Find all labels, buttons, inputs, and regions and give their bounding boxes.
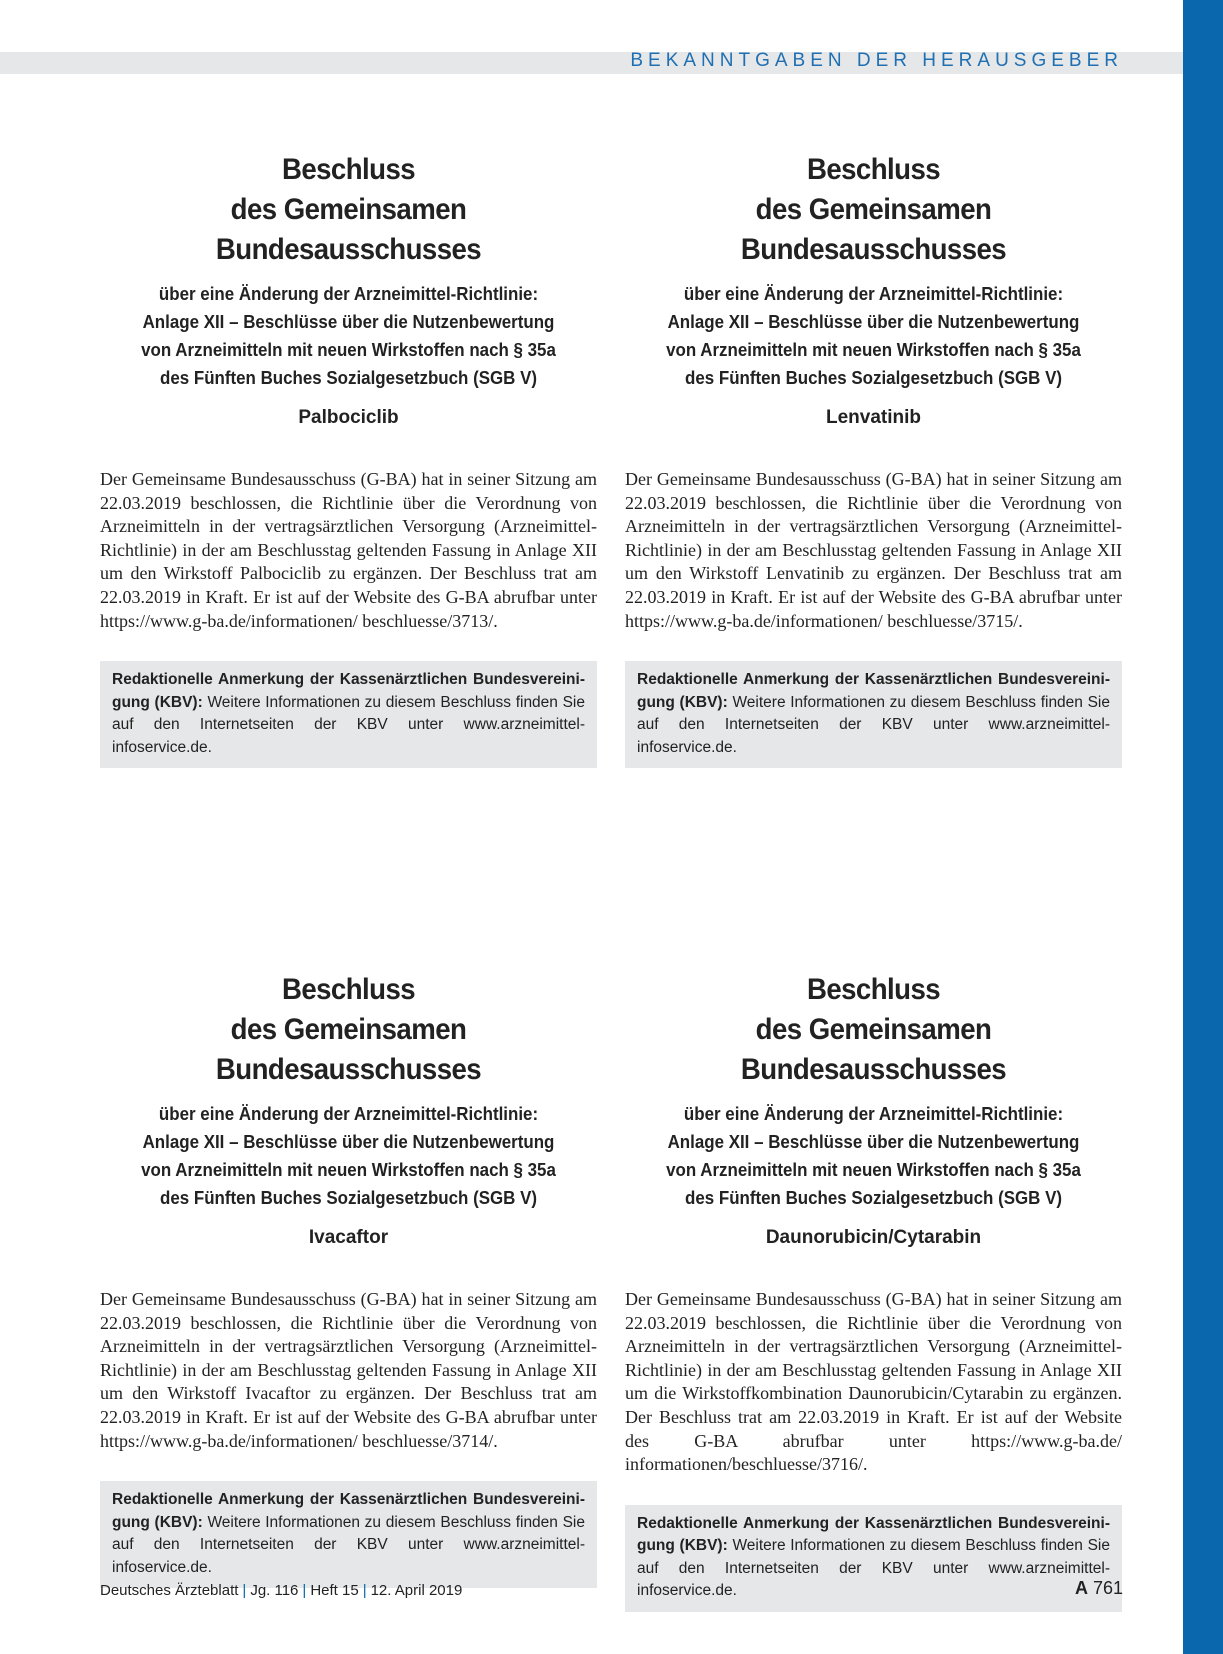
note-label: Redaktionelle Anmerkung der Kassenärztlichen Bundesvereinigung (KBV): xyxy=(637,1514,1110,1555)
subtitle-line: über eine Änderung der Arzneimittel-Richtlinie: xyxy=(683,284,1064,304)
kbv-note xyxy=(625,661,1122,768)
substance-name: Palbociclib xyxy=(298,407,399,428)
substance-name: Daunorubicin/Cytarabin xyxy=(765,1227,982,1248)
page-number-value: 761 xyxy=(1092,1578,1123,1598)
subtitle-line: des Fünften Buches Sozialgesetzbuch (SGB V) xyxy=(160,368,537,388)
blue-side-bar xyxy=(1183,0,1223,1654)
section-header: BEKANNTGABEN DER HERAUSGEBER xyxy=(630,50,1123,71)
kbv-note xyxy=(100,661,597,768)
article-body: Der Gemeinsame Bundesausschuss (G-BA) hat in seiner Sitzung am 22.03.2019 beschlossen, die Richtlinie über die Verordnung von Arzneimitteln in der vertragsärztlichen Versorgung (Arzneimittel-Richtlinie) in der am Beschlusstag geltenden Fassung in Anlage XII um den Wirkstoff Ivacaftor zu ergänzen. Der Beschluss trat am 22.03.2019 in Kraft. Er ist auf der Website des G-BA abrufbar unter https://www.g-ba.de/informationen/ beschluesse/3714/. xyxy=(100,1289,597,1451)
title-line: des Gemeinsamen Bundesausschusses xyxy=(740,193,1007,266)
note-text: Weitere Informationen zu diesem Beschluss finden Sie auf den Internetseiten der KBV unter www.arzneimittel-infoservice.de. xyxy=(112,1513,585,1576)
article-palbociclib xyxy=(100,150,597,768)
article-ivacaftor xyxy=(100,970,597,1588)
subtitle-line: von Arzneimitteln mit neuen Wirkstoffen nach § 35a xyxy=(666,1160,1081,1180)
subtitle-line: Anlage XII – Beschlüsse über die Nutzenbewertung xyxy=(667,312,1080,332)
subtitle-line: des Fünften Buches Sozialgesetzbuch (SGB V) xyxy=(160,1188,537,1208)
subtitle-line: von Arzneimitteln mit neuen Wirkstoffen nach § 35a xyxy=(141,1160,556,1180)
article-body: Der Gemeinsame Bundesausschuss (G-BA) hat in seiner Sitzung am 22.03.2019 beschlossen, die Richtlinie über die Verordnung von Arzneimitteln in der vertragsärztlichen Versorgung (Arzneimittel-Richtlinie) in der am Beschlusstag geltenden Fassung in Anlage XII um die Wirkstoffkombination Daunorubicin/Cytarabin zu ergänzen. Der Beschluss trat am 22.03.2019 in Kraft. Er ist auf der Website des G-BA abrufbar unter https://www.g-ba.de/ informationen/beschluesse/3716/. xyxy=(625,1289,1122,1475)
article-body: Der Gemeinsame Bundesausschuss (G-BA) hat in seiner Sitzung am 22.03.2019 beschlossen, die Richtlinie über die Verordnung von Arzneimitteln in der vertragsärztlichen Versorgung (Arzneimittel-Richtlinie) in der am Beschlusstag geltenden Fassung in Anlage XII um den Wirkstoff Lenvatinib zu ergänzen. Der Beschluss trat am 22.03.2019 in Kraft. Er ist auf der Website des G-BA abrufbar unter https://www.g-ba.de/informationen/ beschluesse/3715/. xyxy=(625,469,1122,631)
note-text: Weitere Informationen zu diesem Beschluss finden Sie auf den Internetseiten der KBV unter www.arzneimittel-infoservice.de. xyxy=(637,693,1110,756)
article-body: Der Gemeinsame Bundesausschuss (G-BA) hat in seiner Sitzung am 22.03.2019 beschlossen, die Richtlinie über die Verordnung von Arzneimitteln in der vertragsärztlichen Versorgung (Arzneimittel-Richtlinie) in der am Beschlusstag geltenden Fassung in Anlage XII um den Wirkstoff Palbociclib zu ergänzen. Der Beschluss trat am 22.03.2019 in Kraft. Er ist auf der Website des G-BA abrufbar unter https://www.g-ba.de/informationen/ beschluesse/3713/. xyxy=(100,469,597,631)
article-lenvatinib xyxy=(625,150,1122,768)
note-label: Redaktionelle Anmerkung der Kassenärztlichen Bundesvereinigung (KBV): xyxy=(637,671,1110,711)
page-number xyxy=(1075,1578,1123,1599)
note-text: Weitere Informationen zu diesem Beschluss finden Sie auf den Internetseiten der KBV unter www.arzneimittel-infoservice.de. xyxy=(112,693,585,756)
journal-issue: Heft 15 xyxy=(310,1582,359,1599)
page-footer xyxy=(100,1582,462,1599)
article-daunorubicin-cytarabin xyxy=(625,970,1122,1612)
article-title xyxy=(645,970,1102,1090)
subtitle-line: über eine Änderung der Arzneimittel-Richtlinie: xyxy=(158,1104,539,1124)
note-label: Redaktionelle Anmerkung der Kassenärztlichen Bundesvereinigung (KBV): xyxy=(112,1491,585,1531)
journal-name: Deutsches Ärzteblatt xyxy=(100,1582,239,1599)
footer-separator: | xyxy=(242,1582,247,1599)
subtitle-line: von Arzneimitteln mit neuen Wirkstoffen nach § 35a xyxy=(141,340,556,360)
footer-separator: | xyxy=(302,1582,307,1599)
title-line: des Gemeinsamen Bundesausschusses xyxy=(215,1013,482,1086)
subtitle-line: Anlage XII – Beschlüsse über die Nutzenbewertung xyxy=(142,1132,555,1152)
article-subtitle xyxy=(115,1100,582,1212)
subtitle-line: über eine Änderung der Arzneimittel-Richtlinie: xyxy=(683,1104,1064,1124)
subtitle-line: Anlage XII – Beschlüsse über die Nutzenbewertung xyxy=(142,312,555,332)
title-line: des Gemeinsamen Bundesausschusses xyxy=(740,1013,1007,1086)
title-line: Beschluss xyxy=(281,153,416,186)
title-line: Beschluss xyxy=(806,153,941,186)
journal-date: 12. April 2019 xyxy=(370,1582,463,1599)
subtitle-line: des Fünften Buches Sozialgesetzbuch (SGB V) xyxy=(685,368,1062,388)
page-prefix: A xyxy=(1074,1578,1088,1598)
note-text: Weitere Informationen zu diesem Beschluss finden Sie auf den Internetseiten der KBV unter www.arzneimittel-infoservice.de. xyxy=(637,1537,1110,1600)
article-subtitle xyxy=(640,280,1107,392)
note-label: Redaktionelle Anmerkung der Kassenärztlichen Bundesvereinigung (KBV): xyxy=(112,671,585,711)
substance-name: Lenvatinib xyxy=(825,407,921,428)
footer-separator: | xyxy=(362,1582,367,1599)
substance-name: Ivacaftor xyxy=(308,1227,389,1248)
article-title xyxy=(120,970,577,1090)
article-subtitle xyxy=(640,1100,1107,1212)
kbv-note xyxy=(100,1481,597,1588)
subtitle-line: von Arzneimitteln mit neuen Wirkstoffen nach § 35a xyxy=(666,340,1081,360)
subtitle-line: des Fünften Buches Sozialgesetzbuch (SGB V) xyxy=(685,1188,1062,1208)
article-title xyxy=(120,150,577,270)
subtitle-line: über eine Änderung der Arzneimittel-Richtlinie: xyxy=(158,284,539,304)
title-line: Beschluss xyxy=(806,973,941,1006)
kbv-note xyxy=(625,1505,1122,1612)
article-title xyxy=(645,150,1102,270)
article-subtitle xyxy=(115,280,582,392)
subtitle-line: Anlage XII – Beschlüsse über die Nutzenbewertung xyxy=(667,1132,1080,1152)
journal-volume: Jg. 116 xyxy=(250,1582,299,1599)
title-line: Beschluss xyxy=(281,973,416,1006)
title-line: des Gemeinsamen Bundesausschusses xyxy=(215,193,482,266)
